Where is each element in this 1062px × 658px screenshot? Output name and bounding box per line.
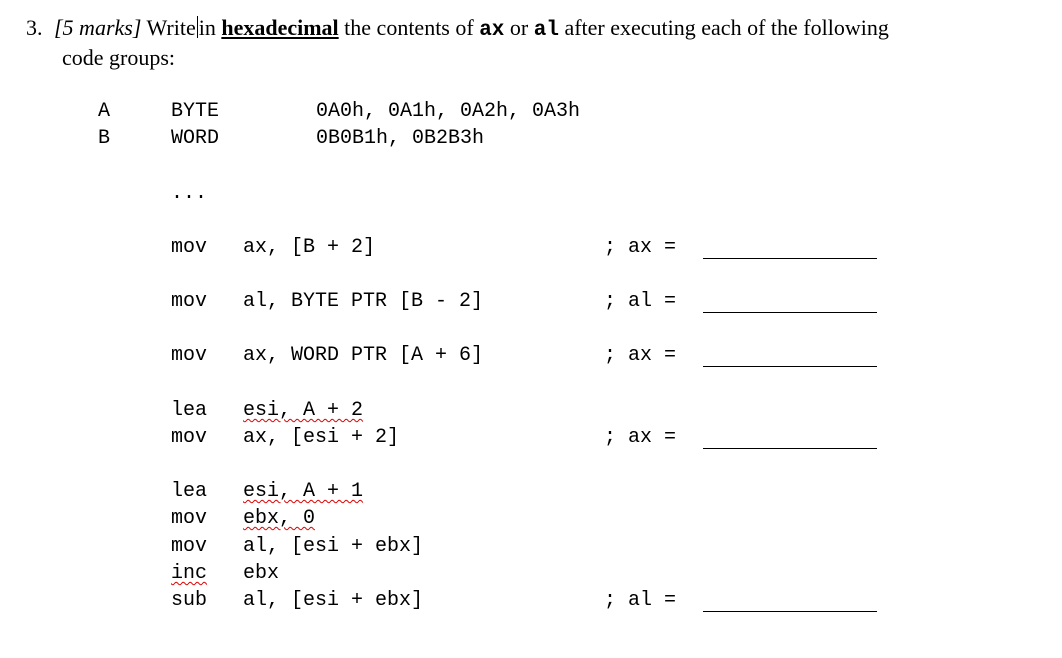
answer-blank-2[interactable] — [703, 312, 877, 313]
def-b-values: 0B0B1h, 0B2B3h — [316, 127, 485, 150]
answer-blank-1[interactable] — [703, 258, 877, 259]
def-b-label: B — [98, 127, 111, 150]
g4-line1-args: esi, A + 2 — [243, 399, 364, 422]
g5-line4-op: inc — [171, 562, 208, 585]
answer-blank-5[interactable] — [703, 611, 877, 612]
g5-line2-args: ebx, 0 — [243, 507, 316, 530]
g4-line2-args: ax, [esi + 2] — [243, 426, 400, 449]
g3-comment: ; ax = — [604, 344, 677, 367]
text-cursor — [197, 16, 198, 38]
answer-blank-4[interactable] — [703, 448, 877, 449]
g3-args: ax, WORD PTR [A + 6] — [243, 344, 484, 367]
register-ax: ax — [479, 19, 505, 42]
g5-line2-op: mov — [171, 507, 208, 530]
question-emphasis: hexadecimal — [221, 15, 339, 40]
def-a-type: BYTE — [171, 100, 220, 123]
g5-comment: ; al = — [604, 589, 677, 612]
g5-line5-op: sub — [171, 589, 208, 612]
g1-op: mov — [171, 236, 208, 259]
def-a-label: A — [98, 100, 111, 123]
g4-line2-op: mov — [171, 426, 208, 449]
g3-op: mov — [171, 344, 208, 367]
g5-line4-args: ebx — [243, 562, 280, 585]
g2-args: al, BYTE PTR [B - 2] — [243, 290, 484, 313]
def-a-values: 0A0h, 0A1h, 0A2h, 0A3h — [316, 100, 581, 123]
g1-comment: ; ax = — [604, 236, 677, 259]
ellipsis: ... — [171, 182, 208, 205]
g2-comment: ; al = — [604, 290, 677, 313]
g5-line3-args: al, [esi + ebx] — [243, 535, 424, 558]
question-text-in: in — [198, 15, 216, 40]
question-text-after: after executing each of the following — [564, 15, 889, 40]
g4-comment: ; ax = — [604, 426, 677, 449]
g1-args: ax, [B + 2] — [243, 236, 376, 259]
answer-blank-3[interactable] — [703, 366, 877, 367]
register-al: al — [533, 19, 559, 42]
question-marks: [5 marks] — [54, 15, 142, 40]
question-text-or: or — [509, 15, 529, 40]
g5-line1-args: esi, A + 1 — [243, 480, 364, 503]
question-text-before: Write — [146, 15, 196, 40]
g4-line1-op: lea — [171, 399, 208, 422]
question-line-1 — [26, 14, 889, 45]
g5-line5-args: al, [esi + ebx] — [243, 589, 424, 612]
question-text-mid: the contents of — [344, 15, 474, 40]
def-b-type: WORD — [171, 127, 220, 150]
g5-line1-op: lea — [171, 480, 208, 503]
g2-op: mov — [171, 290, 208, 313]
question-line-2: code groups: — [62, 45, 176, 70]
question-number: 3. — [26, 15, 43, 40]
g5-line3-op: mov — [171, 535, 208, 558]
